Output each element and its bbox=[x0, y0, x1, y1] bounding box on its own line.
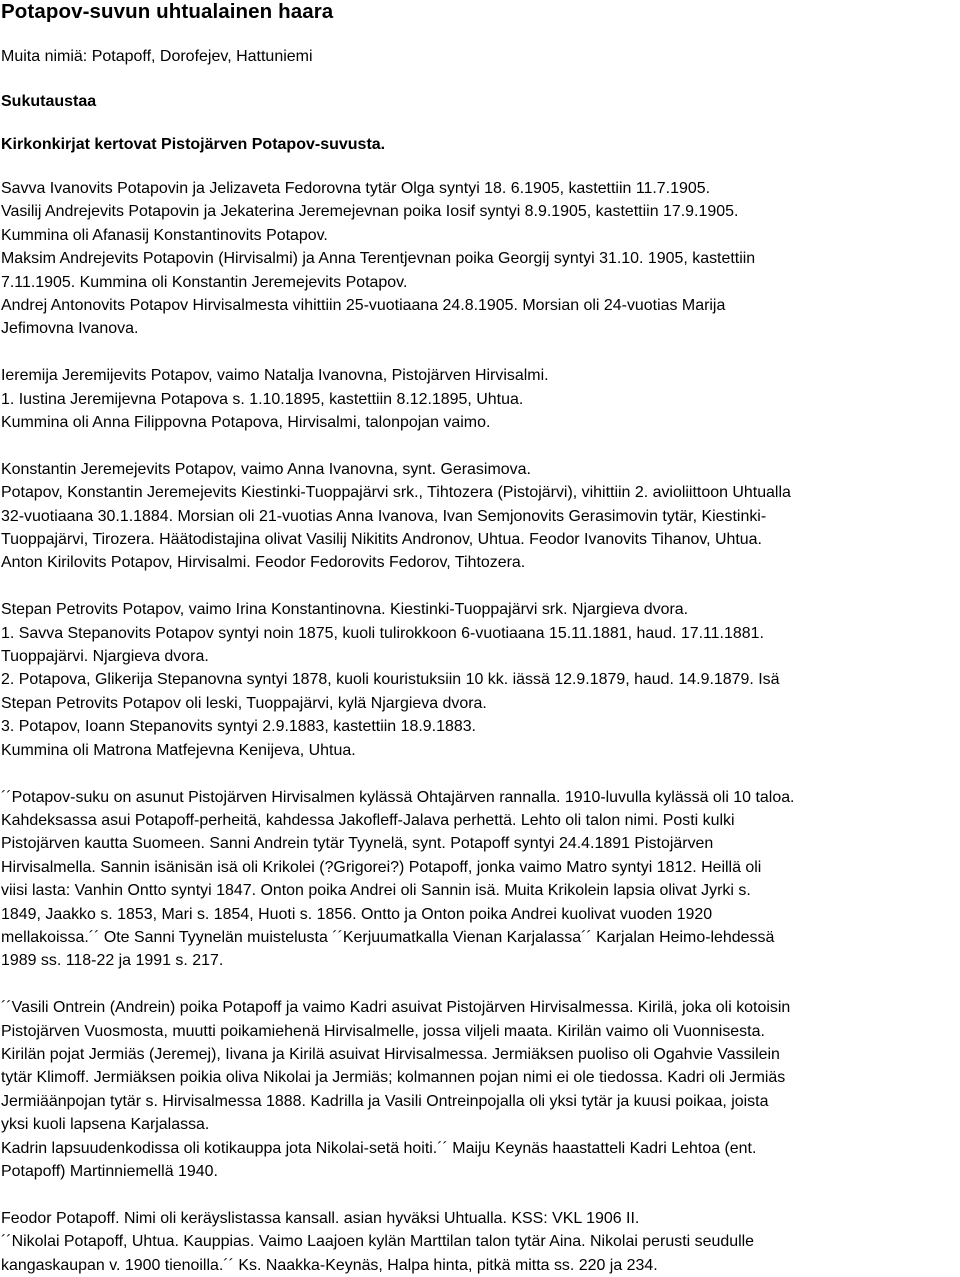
text-line: 2. Potapova, Glikerija Stepanovna syntyi 1878, kuoli kouristuksiin 10 kk. iässä 12.9.1879, haud. 14.9.1879. Isä bbox=[1, 671, 780, 689]
section-heading: Sukutaustaa bbox=[1, 93, 97, 110]
text-line: Tuoppajärvi, Tirozera. Häätodistajina olivat Vasilij Nikitits Andronov, Uhtua. Feodor Ivanovits Tihanov, Uhtua. bbox=[1, 531, 762, 549]
text-line: Hirvisalmella. Sannin isänisän isä oli Krikolei (?Grigorei?) Potapoff, jonka vaimo Matro syntyi 1812. Heillä oli bbox=[1, 858, 762, 876]
text-line: Stepan Petrovits Potapov, vaimo Irina Konstantinovna. Kiestinki-Tuoppajärvi srk. Njargieva dvora. bbox=[1, 601, 689, 619]
text-line: Kahdeksassa asui Potapoff-perheitä, kahdessa Jakofleff-Jalava perhettä. Lehto oli talon nimi. Posti kulki bbox=[1, 811, 735, 829]
text-line: Kirilän pojat Jermiäs (Jeremej), Iivana ja Kirilä asuivat Hirvisalmessa. Jermiäksen puoliso oli Ogahvie Vassilein bbox=[1, 1045, 780, 1063]
text-line: Stepan Petrovits Potapov oli leski, Tuoppajärvi, kylä Njargieva dvora. bbox=[1, 694, 487, 712]
text-line: Pistojärven Vuosmosta, muutti poikamiehenä Hirvisalmelle, jossa viljeli maata. Kirilän vaimo oli Vuonnisesta. bbox=[1, 1022, 765, 1040]
text-line: Jefimovna Ivanova. bbox=[1, 320, 139, 338]
text-line: Kummina oli Anna Filippovna Potapova, Hirvisalmi, talonpojan vaimo. bbox=[1, 414, 491, 432]
text-line: Savva Ivanovits Potapovin ja Jelizaveta Fedorovna tytär Olga syntyi 18. 6.1905, kastettiin 11.7.1905. bbox=[1, 180, 711, 197]
text-line: Kadrin lapsuudenkodissa oli kotikauppa jota Nikolai-setä hoiti.´´ Maiju Keynäs haastatteli Kadri Lehtoa (ent. bbox=[1, 1139, 757, 1157]
text-line: 1989 ss. 118-22 ja 1991 s. 217. bbox=[1, 952, 224, 970]
text-line: ´´Nikolai Potapoff, Uhtua. Kauppias. Vaimo Laajoen kylän Marttilan talon tytär Aina. Nikolai perusti seudulle bbox=[1, 1233, 755, 1251]
text-line: Pistojärven kautta Suomeen. Sanni Andrein tytär Tyynelä, synt. Potapoff syntyi 24.4.1891 Pistojärven bbox=[1, 835, 714, 853]
text-line: Feodor Potapoff. Nimi oli keräyslistassa kansall. asian hyväksi Uhtualla. KSS: VKL 1906 II. bbox=[1, 1209, 640, 1227]
text-line: 1. Savva Stepanovits Potapov syntyi noin 1875, kuoli tulirokkoon 6-vuotiaana 15.11.1881, haud. 17.11.1881. bbox=[1, 624, 764, 642]
text-line: Jermiäänpojan tytär s. Hirvisalmessa 1888. Kadrilla ja Vasili Ontreinpojalla oli yksi tytär ja kuusi poikaa, joista bbox=[1, 1092, 769, 1110]
text-line: Maksim Andrejevits Potapovin (Hirvisalmi) ja Anna Terentjevnan poika Georgij syntyi 31.10. 1905, kastettiin bbox=[1, 250, 756, 268]
text-line: 1849, Jaakko s. 1853, Mari s. 1854, Huoti s. 1856. Ontto ja Onton poika Andrei kuolivat vuoden 1920 bbox=[1, 905, 713, 923]
text-line: Konstantin Jeremejevits Potapov, vaimo Anna Ivanovna, synt. Gerasimova. bbox=[1, 460, 531, 478]
text-line: Andrej Antonovits Potapov Hirvisalmesta vihittiin 25-vuotiaana 24.8.1905. Morsian oli 24-vuotias Marija bbox=[1, 297, 726, 315]
text-line: Ieremija Jeremijevits Potapov, vaimo Natalja Ivanovna, Pistojärven Hirvisalmi. bbox=[1, 367, 549, 385]
document-body bbox=[1, 177, 960, 1277]
other-names: Muita nimiä: Potapoff, Dorofejev, Hattuniemi bbox=[1, 48, 313, 65]
text-line: viisi lasta: Vanhin Ontto syntyi 1847. Onton poika Andrei oli Sannin isä. Muita Krikolein lapsia olivat Jyrki s. bbox=[1, 882, 751, 900]
text-line: tytär Klimoff. Jermiäksen poikia oliva Nikolai ja Jermiäs; kolmannen pojan nimi ei ole tiedossa. Kadri oli Jermiäs bbox=[1, 1069, 786, 1087]
text-line: Kummina oli Afanasij Konstantinovits Potapov. bbox=[1, 226, 328, 244]
text-line: mellakoissa.´´ Ote Sanni Tyynelän muistelusta ´´Kerjuumatkalla Vienan Karjalassa´´ Karjalan Heimo-lehdessä bbox=[1, 928, 775, 946]
text-line: Tuoppajärvi. Njargieva dvora. bbox=[1, 648, 209, 666]
text-line: 3. Potapov, Ioann Stepanovits syntyi 2.9.1883, kastettiin 18.9.1883. bbox=[1, 718, 476, 736]
text-line: ´´Potapov-suku on asunut Pistojärven Hirvisalmen kylässä Ohtajärven rannalla. 1910-luvulla kylässä oli 10 taloa. bbox=[1, 788, 795, 806]
text-line: Anton Kirilovits Potapov, Hirvisalmi. Feodor Fedorovits Fedorov, Tihtozera. bbox=[1, 554, 526, 572]
text-line: Potapoff) Martinniemellä 1940. bbox=[1, 1162, 218, 1180]
section-subheading: Kirkonkirjat kertovat Pistojärven Potapov-suvusta. bbox=[1, 136, 386, 153]
text-line: 7.11.1905. Kummina oli Konstantin Jeremejevits Potapov. bbox=[1, 273, 408, 291]
text-line: Kummina oli Matrona Matfejevna Kenijeva, Uhtua. bbox=[1, 741, 356, 759]
text-line: kangaskaupan v. 1900 tienoilla.´´ Ks. Naakka-Keynäs, Halpa hinta, pitkä mitta ss. 220 ja 234. bbox=[1, 1256, 658, 1274]
text-line: 1. Iustina Jeremijevna Potapova s. 1.10.1895, kastettiin 8.12.1895, Uhtua. bbox=[1, 390, 524, 408]
text-line: ´´Vasili Ontrein (Andrein) poika Potapoff ja vaimo Kadri asuivat Pistojärven Hirvisalmessa. Kirilä, joka oli kotoisin bbox=[1, 999, 791, 1017]
text-line: yksi kuoli lapsena Karjalassa. bbox=[1, 1116, 210, 1134]
text-line: 32-vuotiaana 30.1.1884. Morsian oli 21-vuotias Anna Ivanova, Ivan Semjonovits Gerasimovin tytär, Kiestinki- bbox=[1, 507, 767, 525]
page-title: Potapov-suvun uhtualainen haara bbox=[1, 0, 334, 23]
text-line: Potapov, Konstantin Jeremejevits Kiestinki-Tuoppajärvi srk., Tihtozera (Pistojärvi), vihittiin 2. avioliittoon Uhtualla bbox=[1, 484, 791, 502]
text-line: Vasilij Andrejevits Potapovin ja Jekaterina Jeremejevnan poika Iosif syntyi 8.9.1905, kastettiin 17.9.1905. bbox=[1, 203, 739, 221]
